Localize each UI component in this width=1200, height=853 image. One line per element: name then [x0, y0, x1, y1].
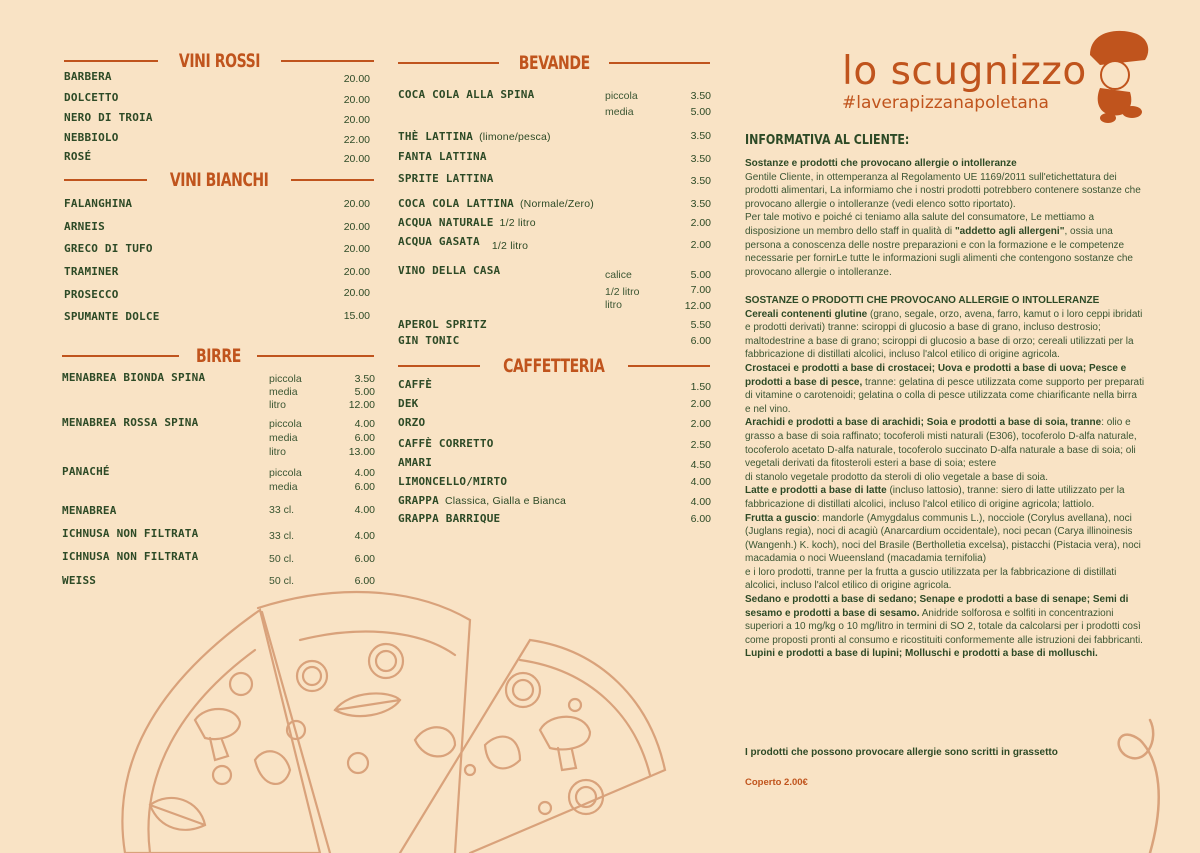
- menu-item: SPUMANTE DOLCE: [64, 310, 160, 323]
- allergen-text: tranne: gelatina di pesce utilizzata come supporto per preparati di vitamine o carotenoidi; gelatina o colla di pesce utilizzata come chiarificante nella birra e nel vino.: [745, 376, 1145, 415]
- item-price: 7.00: [690, 284, 711, 296]
- item-note: (limone/pesca): [479, 131, 551, 143]
- item-price: 2.00: [690, 418, 711, 430]
- menu-item: DEK: [398, 397, 419, 410]
- menu-item: [398, 235, 529, 252]
- item-note: 1/2 litro: [499, 217, 536, 229]
- item-price: 5.50: [690, 319, 711, 331]
- menu-item: GIN TONIC: [398, 334, 460, 347]
- brand-name: lo scugnizzo: [842, 49, 1087, 94]
- info-text: Per tale motivo e poiché ci teniamo alla salute del consumatore, Le mettiamo a disposizione un membro dello staff in qualità di: [745, 212, 1095, 237]
- item-price: 3.50: [690, 130, 711, 142]
- allergen-bold: Arachidi e prodotti a base di arachidi; Soia e prodotti a base di soia, tranne: [745, 417, 1102, 429]
- item-price: 6.00: [690, 335, 711, 347]
- item-size: 33 cl.: [269, 530, 295, 542]
- menu-item: LIMONCELLO/MIRTO: [398, 475, 508, 488]
- item-price: 20.00: [343, 266, 370, 278]
- menu-item: MENABREA: [62, 504, 117, 517]
- menu-item: APEROL SPRITZ: [398, 318, 487, 331]
- item-price: 4.00: [354, 504, 375, 516]
- info-bold: "addetto agli allergeni": [954, 225, 1065, 237]
- menu-item: NERO DI TROIA: [64, 111, 153, 124]
- menu-item: PROSECCO: [64, 288, 119, 301]
- info-text: Gentile Cliente, in ottemperanza al Regolamento UE 1169/2011 sull'etichettatura dei prodotti alimentari, La informiamo che i nostri prodotti potrebbero contenere sostanze che provocano allergie o intolleranze (vedi elenco sotto riportato).: [745, 171, 1141, 210]
- item-size: piccola: [269, 418, 302, 430]
- info-heading: SOSTANZE O PRODOTTI CHE PROVOCANO ALLERGIE O INTOLLERANZE: [745, 295, 1100, 306]
- menu-item: ICHNUSA NON FILTRATA: [62, 550, 199, 563]
- item-price: 20.00: [343, 287, 370, 299]
- item-size: 1/2 litro: [605, 286, 640, 298]
- item-price: 2.00: [690, 398, 711, 410]
- item-price: 5.00: [690, 269, 711, 281]
- section-bevande-header: [398, 52, 710, 74]
- item-size: 33 cl.: [269, 504, 295, 516]
- menu-item: DOLCETTO: [64, 91, 119, 104]
- item-size: calice: [605, 269, 632, 281]
- item-price: 20.00: [343, 198, 370, 210]
- allergen-bold: Cereali contenenti glutine: [745, 308, 868, 320]
- allergen-text: (grano, segale, orzo, avena, farro, kamut o i loro ceppi ibridati e prodotti derivati) tranne: sciroppi di glucosio a base di grano, incluso destrosio; maltodestrine a base di grano; sciroppi di glucosio a base di orzo; cereali utilizzati per la fabbricazione di distillati alcolici, incluso l'alcol etilico di origine agricola.: [745, 308, 1143, 361]
- item-price: 2.50: [690, 439, 711, 451]
- item-price: 1.50: [690, 381, 711, 393]
- section-title: VINI BIANCHI: [169, 169, 269, 191]
- item-size: litro: [269, 399, 286, 411]
- menu-item: GRAPPA BARRIQUE: [398, 512, 501, 525]
- item-price: 2.00: [690, 239, 711, 251]
- item-price: 6.00: [354, 481, 375, 493]
- item-price: 3.50: [690, 175, 711, 187]
- menu-item: CAFFÈ CORRETTO: [398, 437, 494, 450]
- section-vini-rossi-header: [64, 50, 374, 72]
- item-name: ACQUA GASATA: [398, 235, 480, 248]
- menu-item: [398, 494, 566, 507]
- menu-item: FALANGHINA: [64, 197, 133, 210]
- item-note: Classica, Gialla e Bianca: [444, 495, 567, 507]
- item-note: 1/2 litro: [491, 240, 529, 252]
- item-size: media: [269, 386, 298, 398]
- info-paragraph-1: [745, 157, 1145, 279]
- item-price: 4.50: [690, 459, 711, 471]
- item-price: 2.00: [690, 217, 711, 229]
- allergen-text: Anidride solforosa e solfiti in concentrazioni superiori a 10 mg/kg o 10 mg/litro in termini di SO 2, totale da calcolarsi per i prodotti così come proposti pronti al consumo e ricostituiti conformemente alle istruzioni dei fabbricanti.: [745, 607, 1143, 646]
- item-size: litro: [605, 299, 622, 311]
- section-title: BIRRE: [195, 345, 241, 367]
- menu-item: BARBERA: [64, 70, 112, 83]
- item-price: 4.00: [354, 467, 375, 479]
- item-price: 15.00: [343, 310, 370, 322]
- menu-item: MENABREA ROSSA SPINA: [62, 416, 199, 429]
- menu-item: FANTA LATTINA: [398, 150, 487, 163]
- item-price: 6.00: [354, 432, 375, 444]
- item-price: 13.00: [348, 446, 375, 458]
- allergen-bold: Latte e prodotti a base di latte: [745, 485, 887, 497]
- item-size: media: [605, 106, 634, 118]
- item-name: ACQUA NATURALE: [398, 216, 494, 229]
- menu-item: TRAMINER: [64, 265, 119, 278]
- section-vini-bianchi-header: [64, 169, 374, 191]
- menu-item: CAFFÈ: [398, 378, 433, 391]
- menu-item: PANACHÉ: [62, 465, 110, 478]
- item-price: 4.00: [354, 418, 375, 430]
- info-heading: Sostanze e prodotti che provocano allergie o intolleranze: [745, 158, 1017, 169]
- item-size: piccola: [269, 373, 302, 385]
- info-title: INFORMATIVA AL CLIENTE:: [745, 133, 910, 148]
- item-price: 4.00: [690, 496, 711, 508]
- item-price: 20.00: [343, 94, 370, 106]
- item-size: 50 cl.: [269, 553, 295, 565]
- item-size: piccola: [605, 90, 638, 102]
- allergen-text: e i loro prodotti, tranne per la frutta a guscio utilizzata per la fabbricazione di distillati alcolici, incluso l'alcol etilico di origine agricola.: [745, 566, 1117, 592]
- allergen-text: di stanolo vegetale prodotto da steroli di olio vegetale a base di soia.: [745, 471, 1048, 483]
- item-name: GRAPPA: [398, 494, 439, 507]
- coperto-price: Coperto 2.00€: [745, 777, 808, 788]
- menu-item: [398, 216, 536, 229]
- item-price: 20.00: [343, 114, 370, 126]
- item-note: (Normale/Zero): [519, 198, 594, 210]
- item-price: 3.50: [690, 153, 711, 165]
- item-price: 20.00: [343, 221, 370, 233]
- item-price: 5.00: [690, 106, 711, 118]
- menu-item: NEBBIOLO: [64, 131, 119, 144]
- menu-item: [398, 130, 551, 143]
- item-price: 20.00: [343, 73, 370, 85]
- section-caffetteria-header: [398, 355, 710, 377]
- brand-tagline: #laverapizzanapoletana: [842, 93, 1049, 113]
- menu-item: GRECO DI TUFO: [64, 242, 153, 255]
- brand-logo: [842, 49, 1087, 113]
- section-title: BEVANDE: [518, 52, 590, 74]
- section-title: VINI ROSSI: [178, 50, 260, 72]
- item-size: piccola: [269, 467, 302, 479]
- allergen-text: : mandorle (Amygdalus communis L.), nocciole (Corylus avellana), noci (Juglans regia), noci di acagiù (Anarcardium occidentale), noci pecan (Carya illinoinesis (Wangenh.) K. koch), noci del Brasile (Bertholletia excelsa), pistacchi (Pistacia vera), noci macadamia o noci Wueensland (macadamia ternifolia): [745, 512, 1141, 565]
- section-birre-header: [62, 345, 374, 367]
- item-price: 12.00: [348, 399, 375, 411]
- item-size: media: [269, 432, 298, 444]
- item-name: THÈ LATTINA: [398, 130, 474, 143]
- item-price: 4.00: [354, 530, 375, 542]
- allergen-text: : olio e grasso a base di soia raffinato; tocoferoli misti naturali (E306), tocoferolo D-alfa naturale, tocoferolo acetato D-alfa naturale, tocoferolo succinato D-alfa naturale a base di soia; oli vegetali derivati da fitosteroli esteri a base di soia; estere: [745, 417, 1137, 470]
- menu-item: ARNEIS: [64, 220, 105, 233]
- allergen-bold: Sedano e prodotti a base di sedano; Senape e prodotti a base di senape; Semi di sesamo e prodotti a base di sesamo.: [745, 594, 1129, 619]
- menu-item: ORZO: [398, 416, 426, 429]
- menu-item: AMARI: [398, 456, 433, 469]
- item-size: litro: [269, 446, 286, 458]
- item-name: COCA COLA LATTINA: [398, 197, 514, 210]
- item-price: 20.00: [343, 243, 370, 255]
- item-price: 3.50: [690, 198, 711, 210]
- item-price: 5.00: [354, 386, 375, 398]
- allergen-text: (incluso lattosio), tranne: siero di latte utilizzato per la fabbricazione di distillati alcolici, incluso l'alcol etilico di origine agricola; lattiolo.: [745, 485, 1125, 510]
- menu-item: SPRITE LATTINA: [398, 172, 494, 185]
- mascot-icon: [1090, 31, 1148, 123]
- menu-item: ICHNUSA NON FILTRATA: [62, 527, 199, 540]
- item-price: 12.00: [684, 300, 711, 312]
- allergy-note: I prodotti che possono provocare allergie sono scritti in grassetto: [745, 747, 1058, 758]
- allergen-bold: Lupini e prodotti a base di lupini; Molluschi e prodotti a base di molluschi.: [745, 648, 1098, 660]
- allergen-bold: Crostacei e prodotti a base di crostacei; Uova e prodotti a base di uova; Pesce e prodotti a base di pesce,: [745, 362, 1127, 388]
- menu-item: VINO DELLA CASA: [398, 264, 501, 277]
- menu-item: ROSÉ: [64, 150, 92, 163]
- item-size: media: [269, 481, 298, 493]
- item-price: 20.00: [343, 153, 370, 165]
- allergen-bold: Frutta a guscio: [745, 512, 817, 524]
- item-price: 4.00: [690, 476, 711, 488]
- menu-item: COCA COLA ALLA SPINA: [398, 88, 535, 101]
- info-text: , ossia una persona a conoscenza delle nostre preparazioni e con la formazione e le competenze necessarie per fornirLe tutte le informazioni sugli alimenti che contengono sostanze che provocano allergie o intolleranze.: [745, 225, 1133, 278]
- section-title: CAFFETTERIA: [503, 355, 605, 377]
- menu-item: WEISS: [62, 574, 97, 587]
- item-price: 6.00: [690, 513, 711, 525]
- item-price: 6.00: [354, 553, 375, 565]
- item-price: 6.00: [354, 575, 375, 587]
- item-price: 3.50: [690, 90, 711, 102]
- menu-item: MENABREA BIONDA SPINA: [62, 371, 206, 384]
- menu-item: [398, 197, 594, 210]
- item-size: 50 cl.: [269, 575, 295, 587]
- item-price: 22.00: [343, 134, 370, 146]
- info-paragraph-2: [745, 294, 1145, 661]
- item-price: 3.50: [354, 373, 375, 385]
